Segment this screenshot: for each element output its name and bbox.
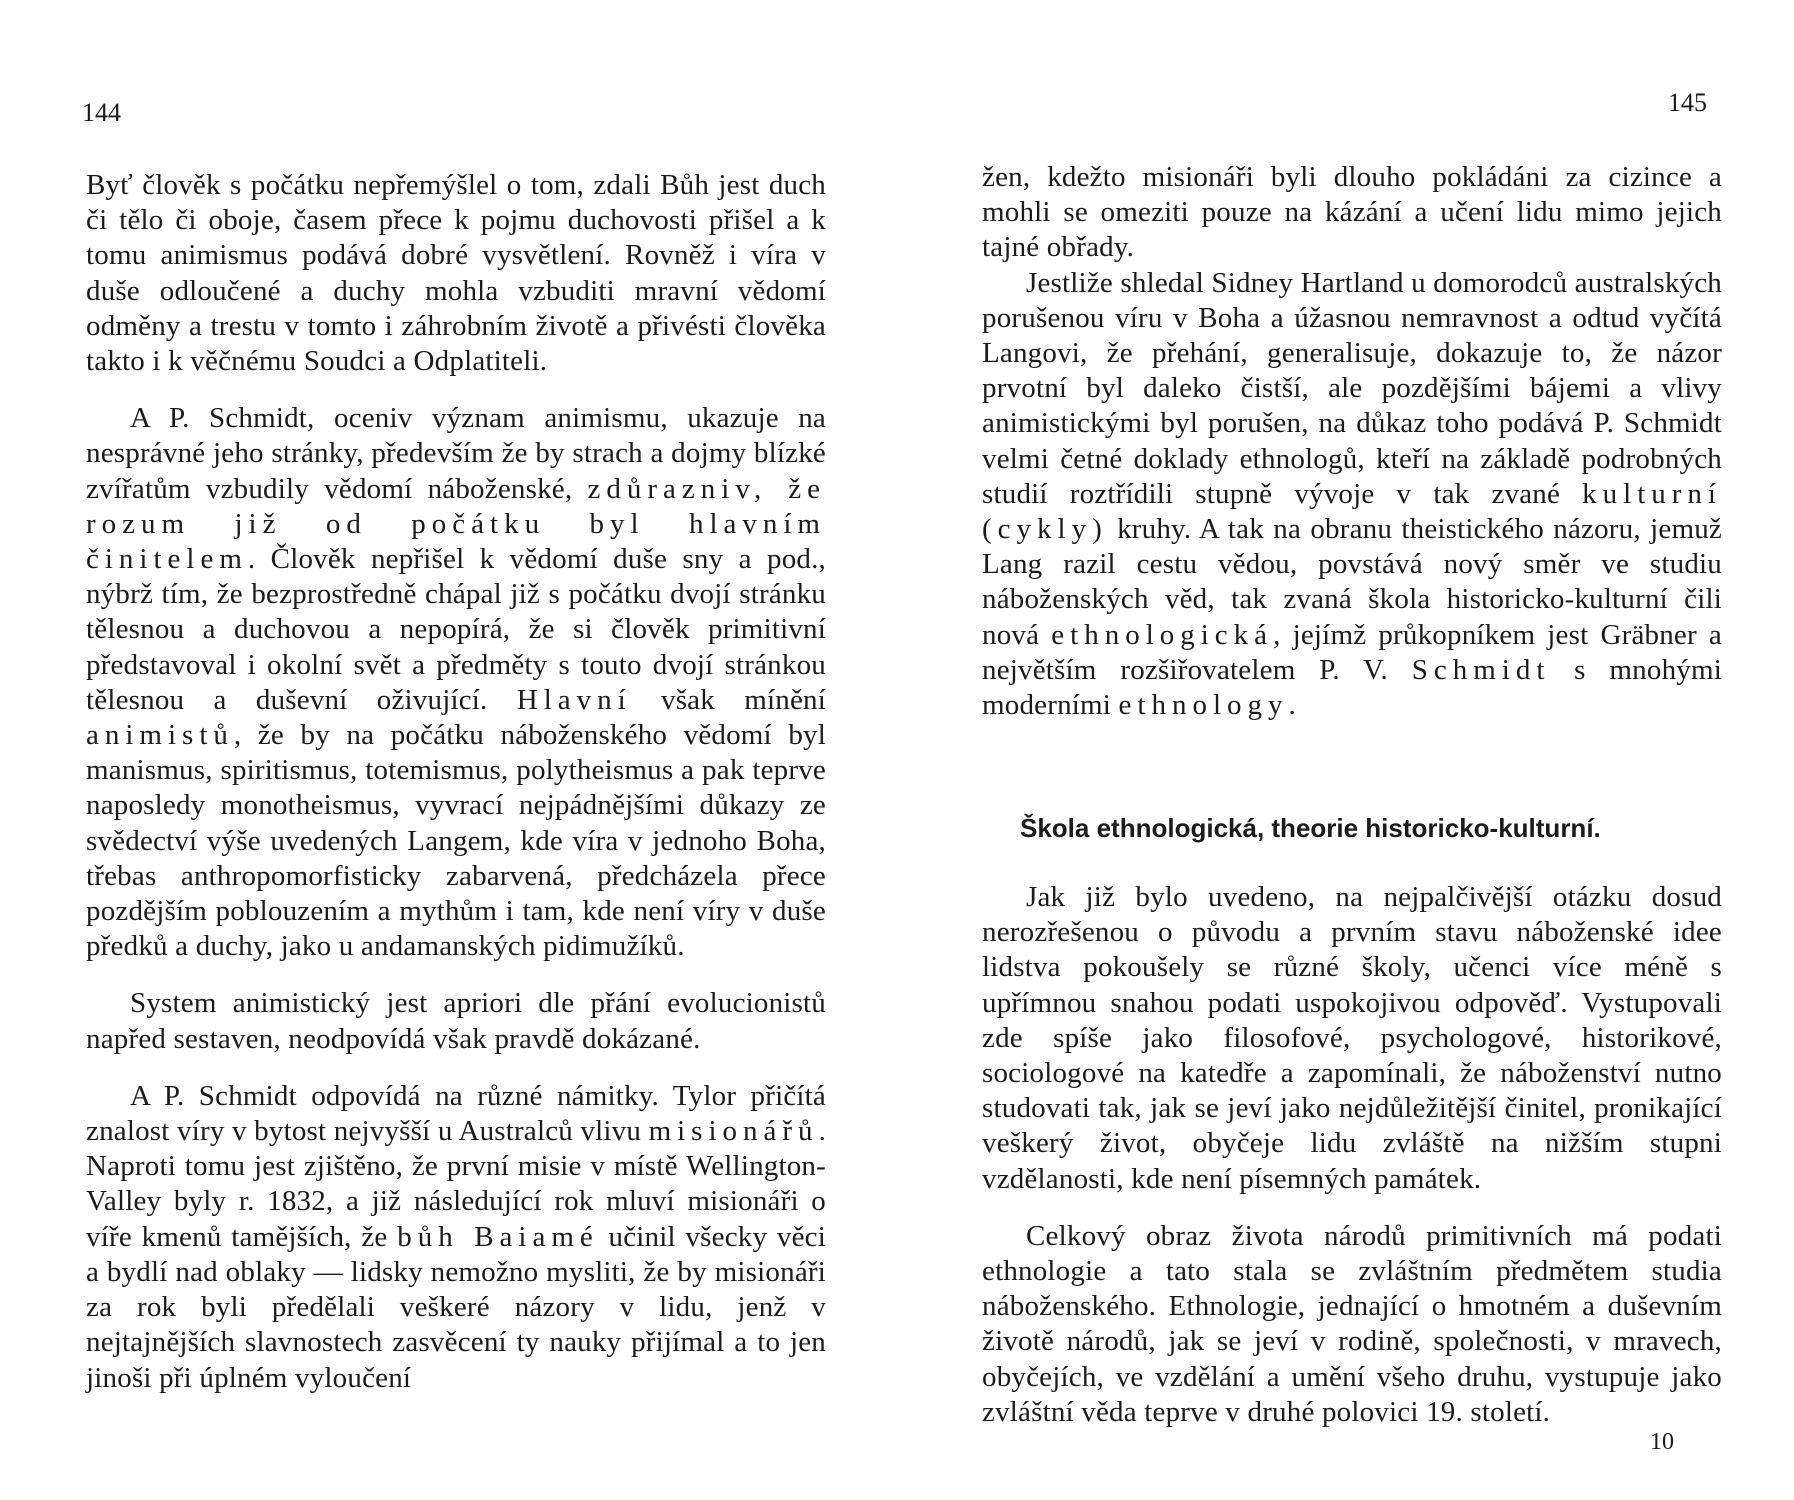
paragraph: A P. Schmidt, oceniv význam animismu, ukazuje na nesprávné jeho stránky, především že by strach a dojmy blízké zvířatům vzbudily vědomí náboženské, zdůrazniv, že rozum již od počátku byl hlavním činitelem. Člověk nepřišel k vědomí duše sny a pod., nýbrž tím, že bezprostředně chápal již s počátku dvojí stránku tělesnou a duchovou a nepopírá, že si člověk primitivní představoval i okolní svět a předměty s touto dvojí stránkou tělesnou a duševní oživující. Hlavní však mínění animistů, že by na počátku náboženského vědomí byl manismus, spiritismus, totemismus, polytheismus a pak teprve naposledy monotheismus, vyvrací nejpádnějšími důkazy ze svědectví výše uvedených Langem, kde víra v jednoho Boha, třebas anthropomorfisticky zabarvená, předcházela přece pozdějším poblouzením a mythům i tam, kde není víry v duše předků a duchy, jako u andamanských pidimužíků. xyxy=(86,402,826,963)
emphasis-spaced: Schmidt xyxy=(1411,653,1551,686)
right-page-column-top xyxy=(982,160,1722,723)
paragraph: Jak již bylo uvedeno, na nejpalčivější otázku dosud nerozřešenou o původu a prvním stavu náboženské idee lidstva pokoušely se různé školy, učenci více méně s upřímnou snahou podati uspokojivou odpověď. Vystupovali zde spíše jako filosofové, psychologové, historikové, sociologové na katedře a zapomínali, že náboženství nutno studovati tak, jak se jeví jako nejdůležitější činitel, pronikající veškerý život, obyčeje lidu zvláště na nižším stupni vzdělanosti, kde není písemných památek. xyxy=(982,881,1722,1195)
emphasis-spaced: ethnologická xyxy=(1051,618,1274,651)
emphasis-spaced: kulturní (cykly) xyxy=(982,477,1722,546)
paragraph: System animistický jest apriori dle přání evolucionistů napřed sestaven, neodpovídá však pravdě dokázané. xyxy=(86,987,826,1055)
page-number-left: 144 xyxy=(82,98,121,127)
emphasis-spaced: misionářů xyxy=(648,1115,819,1148)
emphasis-spaced: bůh Baiamé xyxy=(397,1220,599,1253)
paragraph: Byť člověk s počátku nepřemýšlel o tom, zdali Bůh jest duch či tělo či oboje, časem přece k pojmu duchovosti přišel a k tomu animismus podává dobré vysvětlení. Rovněž i víra v duše odloučené a duchy mohla vzbuditi mravní vědomí odměny a trestu v tomto i záhrobním životě a přivésti člověka takto i k věčnému Soudci a Odplatiteli. xyxy=(86,169,826,378)
section-heading: Škola ethnologická, theorie historicko-kulturní. xyxy=(1020,813,1601,843)
right-page-column-bottom xyxy=(982,880,1722,1430)
emphasis-spaced: zdůrazniv, že rozum již od počátku byl hlavním činitelem xyxy=(86,472,826,576)
emphasis-spaced: ethnology xyxy=(1118,689,1289,722)
paragraph: Celkový obraz života národů primitivních má podati ethnologie a tato stala se zvláštním předmětem studia náboženského. Ethnologie, jednající o hmotném a duševním životě národů, jak se jeví v rodině, společnosti, v mravech, obyčejích, ve vzdělání a umění všeho druhu, vystupuje jako zvláštní věda teprve v druhé polovici 19. století. xyxy=(982,1219,1722,1428)
emphasis-spaced: animistů xyxy=(86,719,234,752)
left-page-column xyxy=(86,168,826,1396)
paragraph: A P. Schmidt odpovídá na různé námitky. Tylor přičítá znalost víry v bytost nejvyšší u Australců vlivu misionářů. Naproti tomu jest zjištěno, že první misie v místě Wellington-Valley byly r. 1832, a již následující rok mluví misionáři o víře kmenů tamějších, že bůh Baiamé učinil všecky věci a bydlí nad oblaky — lidsky nemožno mysliti, že by misionáři za rok byli předělali veškeré názory v lidu, jenž v nejtajnějších slavnostech zasvěcení ty nauky přijímal a to jen jinoši při úplném vyloučení xyxy=(86,1079,827,1394)
signature-number: 10 xyxy=(1650,1429,1674,1455)
page-number-right: 145 xyxy=(1668,88,1707,117)
paragraph: žen, kdežto misionáři byli dlouho pokládáni za cizince a mohli se omeziti pouze na kázání a učení lidu mimo jejich tajné obřady. xyxy=(982,161,1722,264)
paragraph: Jestliže shledal Sidney Hartland u domorodců australských porušenou víru v Boha a úžasnou nemravnost a odtud vyčítá Langovi, že přehání, generalisuje, dokazuje to, že názor prvotní byl daleko čistší, ale pozdějšími bájemi a vlivy animistickými byl porušen, na důkaz toho podává P. Schmidt velmi četné doklady ethnologů, kteří na základě podrobných studií roztřídili stupně vývoje v tak zvané kulturní (cykly) kruhy. A tak na obranu theistického názoru, jemuž Lang razil cestu vědou, povstává nový směr ve studiu náboženských věd, tak zvaná škola historicko-kulturní čili nová ethnologická, jejímž průkopníkem jest Gräbner a největším rozšiřovatelem P. V. Schmidt s mnohými moderními ethnology. xyxy=(982,266,1722,722)
emphasis-spaced: Hlavní xyxy=(516,683,632,716)
